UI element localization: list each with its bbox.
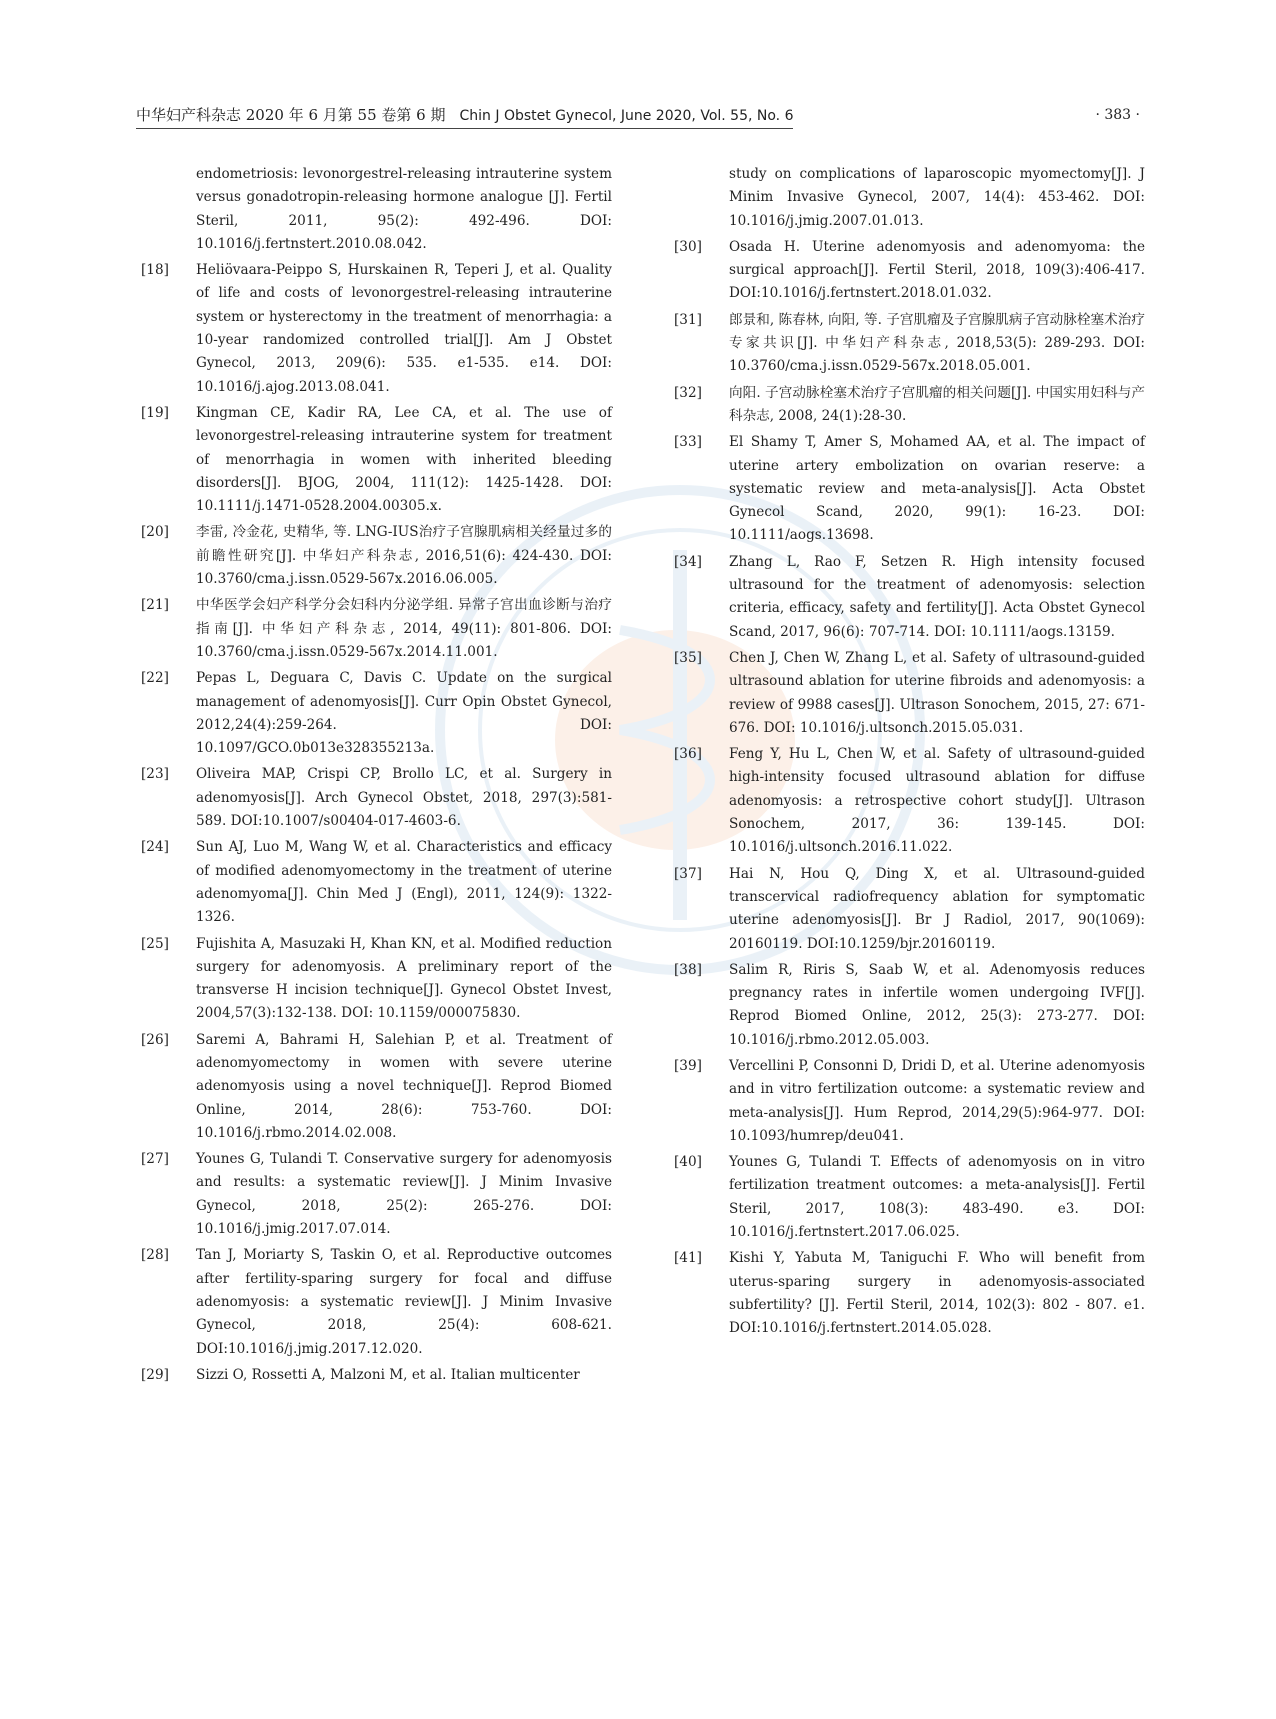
reference-number: [33] [674,434,702,451]
reference-number: [41] [674,1250,702,1267]
reference-item [674,431,1145,547]
reference-number: [20] [141,524,169,541]
reference-text: 郎景和, 陈春林, 向阳, 等. 子宫肌瘤及子宫腺肌病子宫动脉栓塞术治疗专家共识[J]. 中华妇产科杂志, 2018,53(5): 289-293. DOI: 10.3760/cma.j.issn.0529-567x.2018.05.001. [729,311,1145,375]
reference-item [674,163,1145,233]
reference-text: endometriosis: levonorgestrel-releasing intrauterine system versus gonadotropin-releasing hormone analogue [J]. Fertil Steril, 2011, 95(2): 492-496. DOI: 10.1016/j.fertnstert.2010.08.042. [196,166,612,252]
reference-number: [19] [141,404,169,421]
references-right-column [674,163,1145,1344]
reference-item [141,667,612,760]
reference-item [141,594,612,664]
running-header [136,105,1140,127]
reference-text: Pepas L, Deguara C, Davis C. Update on the surgical management of adenomyosis[J]. Curr Opin Obstet Gynecol, 2012,24(4):259-264. DOI: 10.1097/GCO.0b013e328355213a. [196,670,612,757]
reference-text: Kingman CE, Kadir RA, Lee CA, et al. The use of levonorgestrel-releasing intrauterine system for treatment of menorrhagia in women with inherited bleeding disorders[J]. BJOG, 2004, 111(12): 1425-1428. DOI: 10.1111/j.1471-0528.2004.00305.x. [196,404,612,515]
reference-item [674,551,1145,644]
reference-item [674,743,1145,859]
reference-item [674,863,1145,956]
reference-number: [27] [141,1151,169,1168]
reference-text: Tan J, Moriarty S, Taskin O, et al. Reproductive outcomes after fertility-sparing surgery for focal and diffuse adenomyosis: a systematic review[J]. J Minim Invasive Gynecol, 2018, 25(4): 608-621. DOI:10.1016/j.jmig.2017.12.020. [196,1247,612,1357]
reference-number: [38] [674,961,702,978]
reference-number: [22] [141,670,169,687]
reference-item [141,1029,612,1145]
reference-text: Saremi A, Bahrami H, Salehian P, et al. Treatment of adenomyomectomy in women with severe uterine adenomyosis using a novel technique[J]. Reprod Biomed Online, 2014, 28(6): 753-760. DOI: 10.1016/j.rbmo.2014.02.008. [196,1031,612,1141]
page-number: · 383 · [1095,107,1140,123]
reference-number: [29] [141,1366,169,1383]
reference-text: 中华医学会妇产科学分会妇科内分泌学组. 异常子宫出血诊断与治疗指南[J]. 中华妇产科杂志, 2014, 49(11): 801-806. DOI: 10.3760/cma.j.issn.0529-567x.2014.11.001. [196,597,612,660]
reference-text: Salim R, Riris S, Saab W, et al. Adenomyosis reduces pregnancy rates in infertile women undergoing IVF[J]. Reprod Biomed Online, 2012, 25(3): 273-277. DOI: 10.1016/j.rbmo.2012.05.003. [729,961,1145,1048]
reference-number: [36] [674,746,702,763]
reference-item [141,521,612,591]
reference-number: [30] [674,238,702,255]
reference-text: Hai N, Hou Q, Ding X, et al. Ultrasound-guided transcervical radiofrequency ablation for symptomatic uterine adenomyosis[J]. Br J Radiol, 2017, 90(1069): 20160119. DOI:10.1259/bjr.20160119. [729,865,1145,952]
reference-text: study on complications of laparoscopic myomectomy[J]. J Minim Invasive Gynecol, 2007, 14(4): 453-462. DOI: 10.1016/j.jmig.2007.01.013. [729,166,1145,229]
reference-item [674,1055,1145,1148]
reference-text: Osada H. Uterine adenomyosis and adenomyoma: the surgical approach[J]. Fertil Steril, 2018, 109(3):406-417. DOI:10.1016/j.fertnstert.2018.01.032. [729,238,1145,302]
reference-text: Zhang L, Rao F, Setzen R. High intensity focused ultrasound for the treatment of adenomyosis: selection criteria, efficacy, safety and fertility[J]. Acta Obstet Gynecol Scand, 2017, 96(6): 707-714. DOI: 10.1111/aogs.13159. [729,553,1145,640]
reference-item [674,382,1145,429]
reference-item [141,163,612,256]
journal-info [136,105,793,129]
reference-number: [26] [141,1031,169,1048]
reference-number: [23] [141,766,169,783]
reference-text: Feng Y, Hu L, Chen W, et al. Safety of ultrasound-guided high-intensity focused ultrasound ablation for diffuse adenomyosis: a retrospective cohort study[J]. Ultrason Sonochem, 2017, 36: 139-145. DOI: 10.1016/j.ultsonch.2016.11.022. [729,746,1145,856]
reference-item [141,933,612,1026]
reference-item [674,1151,1145,1244]
journal-en: Chin J Obstet Gynecol, June 2020, Vol. 55, No. 6 [459,108,794,124]
reference-number: [24] [141,839,169,856]
reference-text: Vercellini P, Consonni D, Dridi D, et al. Uterine adenomyosis and in vitro fertilization outcome: a systematic review and meta-analysis[J]. Hum Reprod, 2014,29(5):964-977. DOI: 10.1093/humrep/deu041. [729,1057,1145,1144]
journal-cn: 中华妇产科杂志 2020 年 6 月第 55 卷第 6 期 [136,106,446,124]
reference-item [141,1148,612,1241]
reference-item [141,402,612,518]
reference-number: [21] [141,597,169,614]
reference-number: [39] [674,1057,702,1074]
reference-item [141,763,612,833]
reference-text: Kishi Y, Yabuta M, Taniguchi F. Who will benefit from uterus-sparing surgery in adenomyosis-associated subfertility? [J]. Fertil Steril, 2014, 102(3): 802 - 807. e1. DOI:10.1016/j.fertnstert.2014.05.028. [729,1250,1145,1337]
reference-text: Heliövaara-Peippo S, Hurskainen R, Teperi J, et al. Quality of life and costs of levonorgestrel-releasing intrauterine system or hysterectomy in the treatment of menorrhagia: a 10-year randomized controlled trial[J]. Am J Obstet Gynecol, 2013, 209(6): 535. e1-535. e14. DOI: 10.1016/j.ajog.2013.08.041. [196,262,612,395]
reference-item [674,236,1145,306]
reference-number: [40] [674,1154,702,1171]
reference-item [674,1247,1145,1340]
reference-text: El Shamy T, Amer S, Mohamed AA, et al. The impact of uterine artery embolization on ovarian reserve: a systematic review and meta-analysis[J]. Acta Obstet Gynecol Scand, 2020, 99(1): 16-23. DOI: 10.1111/aogs.13698. [729,434,1145,544]
reference-number: [32] [674,384,702,401]
reference-number: [37] [674,865,702,882]
reference-text: Oliveira MAP, Crispi CP, Brollo LC, et al. Surgery in adenomyosis[J]. Arch Gynecol Obstet, 2018, 297(3):581-589. DOI:10.1007/s00404-017-4603-6. [196,766,612,830]
reference-text: Younes G, Tulandi T. Conservative surgery for adenomyosis and results: a systematic review[J]. J Minim Invasive Gynecol, 2018, 25(2): 265-276. DOI: 10.1016/j.jmig.2017.07.014. [196,1151,612,1238]
reference-number: [18] [141,262,169,279]
reference-item [141,1364,612,1387]
reference-text: 李雷, 冷金花, 史精华, 等. LNG-IUS治疗子宫腺肌病相关经量过多的前瞻性研究[J]. 中华妇产科杂志, 2016,51(6): 424-430. DOI: 10.3760/cma.j.issn.0529-567x.2016.06.005. [196,524,612,588]
reference-text: Chen J, Chen W, Zhang L, et al. Safety of ultrasound-guided ultrasound ablation for uterine fibroids and adenomyosis: a review of 9988 cases[J]. Ultrason Sonochem, 2015, 27: 671-676. DOI: 10.1016/j.ultsonch.2015.05.031. [729,649,1145,736]
reference-item [141,1244,612,1360]
reference-number: [31] [674,311,702,328]
reference-item [674,959,1145,1052]
reference-text: Younes G, Tulandi T. Effects of adenomyosis on in vitro fertilization treatment outcomes: a meta-analysis[J]. Fertil Steril, 2017, 108(3): 483-490. e3. DOI: 10.1016/j.fertnstert.2017.06.025. [729,1154,1145,1241]
reference-text: 向阳. 子宫动脉栓塞术治疗子宫肌瘤的相关问题[J]. 中国实用妇科与产科杂志, 2008, 24(1):28-30. [729,384,1145,424]
reference-text: Sizzi O, Rossetti A, Malzoni M, et al. Italian multicenter [196,1366,580,1383]
reference-number: [34] [674,553,702,570]
reference-number: [35] [674,649,702,666]
reference-item [141,836,612,929]
reference-text: Fujishita A, Masuzaki H, Khan KN, et al. Modified reduction surgery for adenomyosis. A preliminary report of the transverse H incision technique[J]. Gynecol Obstet Invest, 2004,57(3):132-138. DOI: 10.1159/000075830. [196,935,612,1022]
reference-item [141,259,612,399]
reference-item [674,647,1145,740]
reference-number: [25] [141,935,169,952]
references-left-column [141,163,612,1390]
reference-item [674,309,1145,379]
reference-text: Sun AJ, Luo M, Wang W, et al. Characteristics and efficacy of modified adenomyomectomy in the treatment of uterine adenomyoma[J]. Chin Med J (Engl), 2011, 124(9): 1322-1326. [196,839,612,926]
reference-number: [28] [141,1247,169,1264]
